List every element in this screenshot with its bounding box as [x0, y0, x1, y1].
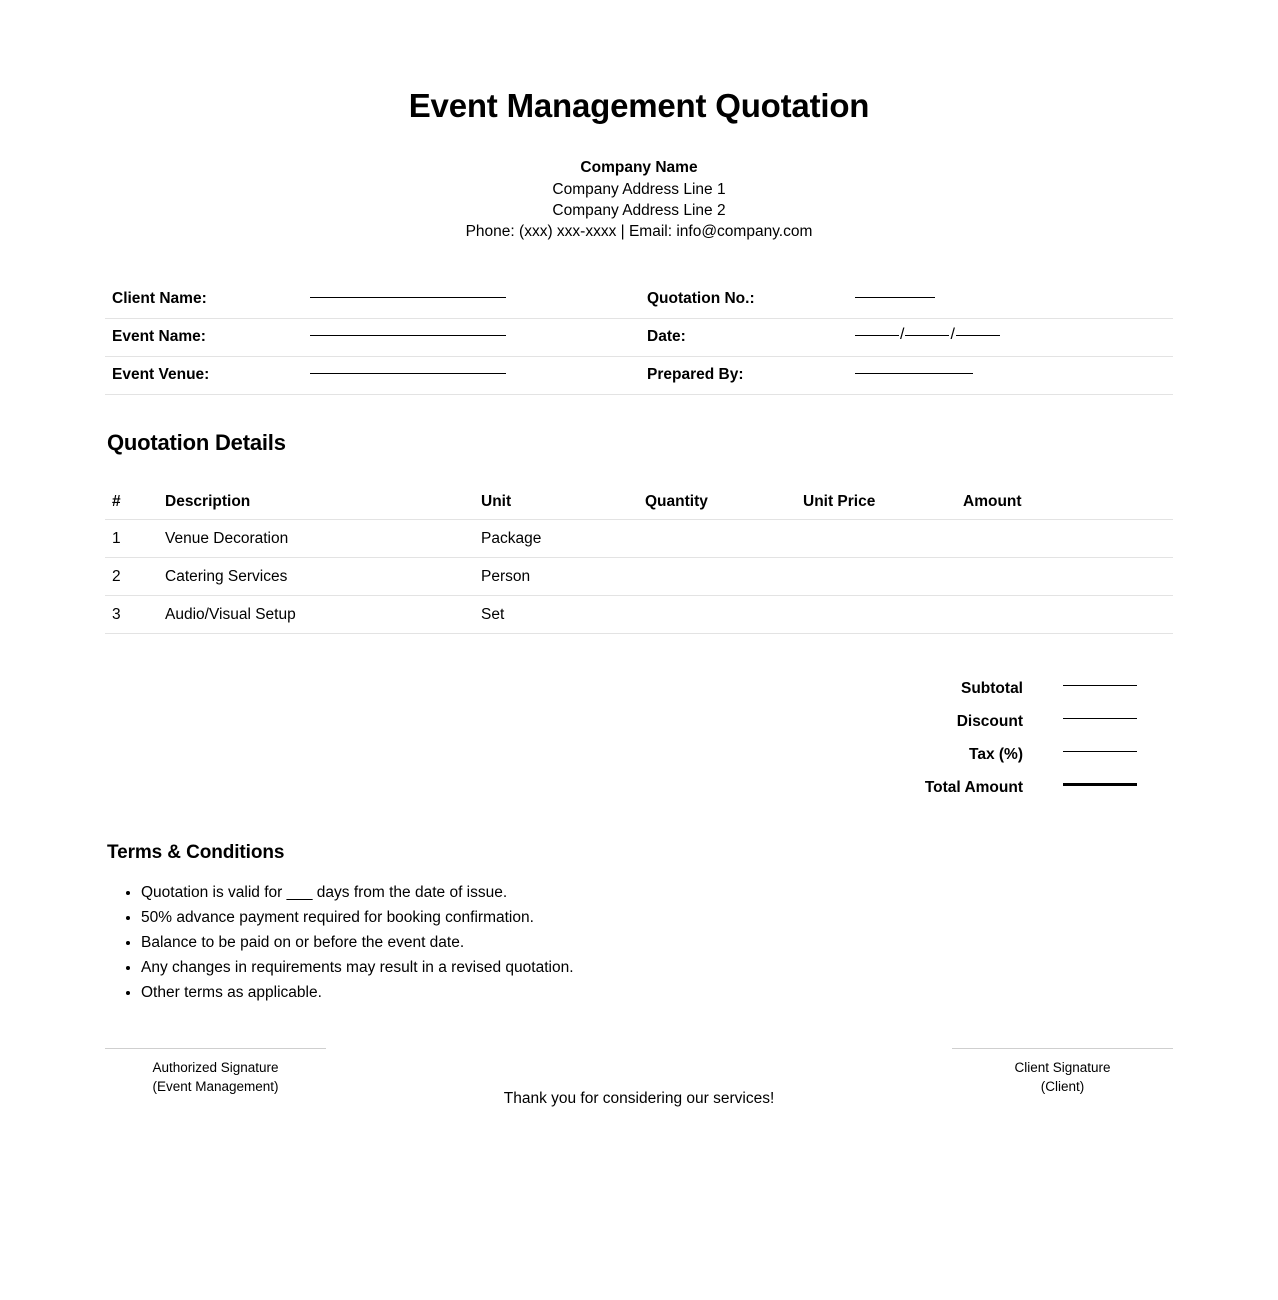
- quotation-no-label: Quotation No.:: [640, 280, 855, 318]
- row-description: Venue Decoration: [158, 520, 474, 558]
- total-amount-fill-line: [1063, 783, 1137, 786]
- table-row: [105, 280, 1173, 318]
- company-address-line-1: Company Address Line 1: [552, 180, 726, 198]
- row-unit-price[interactable]: [796, 558, 956, 596]
- row-description: Catering Services: [158, 558, 474, 596]
- subtotal-field[interactable]: [1063, 672, 1173, 705]
- row-quantity[interactable]: [638, 558, 796, 596]
- column-header-unit: Unit: [474, 484, 638, 520]
- column-header-unit-price: Unit Price: [796, 484, 956, 520]
- table-row: [105, 596, 1173, 634]
- row-description: Audio/Visual Setup: [158, 596, 474, 634]
- totals-table: [853, 672, 1173, 804]
- subtotal-label: Subtotal: [961, 679, 1023, 697]
- row-amount[interactable]: [956, 520, 1173, 558]
- client-signature-block: [952, 1048, 1173, 1096]
- row-unit-price[interactable]: [796, 520, 956, 558]
- terms-list: [105, 882, 1173, 1004]
- date-label: Date:: [640, 318, 855, 356]
- quotation-no-field[interactable]: [855, 280, 1173, 318]
- signature-row: [105, 1048, 1173, 1110]
- event-venue-field[interactable]: [310, 356, 640, 394]
- footer-thank-you: Thank you for considering our services!: [503, 1089, 775, 1107]
- authorized-signature-label: Authorized Signature: [152, 1059, 279, 1075]
- subtotal-fill-line: [1063, 685, 1137, 686]
- row-amount[interactable]: [956, 596, 1173, 634]
- event-venue-fill-line: [310, 373, 506, 374]
- authorized-signature-block: [105, 1048, 326, 1096]
- terms-heading: Terms & Conditions: [107, 842, 285, 864]
- client-name-label: Client Name:: [105, 280, 310, 318]
- list-item: • Any changes in requirements may result in a revised quotation.: [141, 957, 1173, 979]
- row-amount[interactable]: [956, 558, 1173, 596]
- tax-field[interactable]: [1063, 738, 1173, 771]
- quotation-details-table: [105, 484, 1173, 635]
- row-number: 3: [105, 596, 158, 634]
- prepared-by-fill-line: [855, 373, 973, 374]
- row-unit-price[interactable]: [796, 596, 956, 634]
- column-header-number: #: [105, 484, 158, 520]
- row-quantity[interactable]: [638, 596, 796, 634]
- table-header-row: [105, 484, 1173, 520]
- list-item: • 50% advance payment required for booking confirmation.: [141, 907, 1173, 929]
- date-year-fill-line: [956, 335, 1000, 336]
- prepared-by-label: Prepared By:: [640, 356, 855, 394]
- client-signature-label: Client Signature: [1014, 1059, 1111, 1075]
- client-signature-line: [952, 1048, 1173, 1049]
- list-item: • Balance to be paid on or before the event date.: [141, 932, 1173, 954]
- tax-label: Tax (%): [969, 745, 1023, 763]
- row-number: 2: [105, 558, 158, 596]
- totals-row-discount: [853, 705, 1173, 738]
- column-header-amount: Amount: [956, 484, 1173, 520]
- totals-row-total: [853, 771, 1173, 804]
- date-day-fill-line: [855, 335, 899, 336]
- list-item: • Other terms as applicable.: [141, 982, 1173, 1004]
- event-name-label: Event Name:: [105, 318, 310, 356]
- company-name: Company Name: [580, 159, 698, 177]
- tax-fill-line: [1063, 751, 1137, 752]
- column-header-description: Description: [158, 484, 474, 520]
- date-field[interactable]: [855, 318, 1173, 356]
- date-month-fill-line: [905, 335, 949, 336]
- table-row: [105, 558, 1173, 596]
- authorized-signature-line: [105, 1048, 326, 1049]
- event-name-field[interactable]: [310, 318, 640, 356]
- discount-label: Discount: [956, 712, 1023, 730]
- row-number: 1: [105, 520, 158, 558]
- client-name-field[interactable]: [310, 280, 640, 318]
- date-separator-icon: /: [950, 326, 955, 344]
- authorized-signature-sublabel: (Event Management): [152, 1078, 279, 1094]
- totals-row-subtotal: [853, 672, 1173, 705]
- row-quantity[interactable]: [638, 520, 796, 558]
- company-contact-line: Phone: (xxx) xxx-xxxx | Email: info@company.com: [465, 223, 813, 241]
- discount-field[interactable]: [1063, 705, 1173, 738]
- total-amount-field[interactable]: [1063, 771, 1173, 804]
- client-name-fill-line: [310, 297, 506, 298]
- column-header-quantity: Quantity: [638, 484, 796, 520]
- row-unit: Package: [474, 520, 638, 558]
- event-name-fill-line: [310, 335, 506, 336]
- table-row: [105, 520, 1173, 558]
- company-address-line-2: Company Address Line 2: [552, 201, 726, 219]
- quotation-no-fill-line: [855, 297, 935, 298]
- client-signature-sublabel: (Client): [1040, 1078, 1085, 1094]
- table-row: [105, 318, 1173, 356]
- event-venue-label: Event Venue:: [105, 356, 310, 394]
- row-unit: Set: [474, 596, 638, 634]
- prepared-by-field[interactable]: [855, 356, 1173, 394]
- company-info-block: [105, 157, 1173, 242]
- total-amount-label: Total Amount: [924, 778, 1023, 796]
- row-unit: Person: [474, 558, 638, 596]
- discount-fill-line: [1063, 718, 1137, 719]
- totals-row-tax: [853, 738, 1173, 771]
- list-item: • Quotation is valid for ___ days from the date of issue.: [141, 882, 1173, 904]
- page-title: Event Management Quotation: [408, 87, 870, 124]
- client-info-table: [105, 280, 1173, 395]
- table-row: [105, 356, 1173, 394]
- quotation-details-heading: Quotation Details: [107, 429, 286, 455]
- date-separator-icon: /: [900, 326, 905, 344]
